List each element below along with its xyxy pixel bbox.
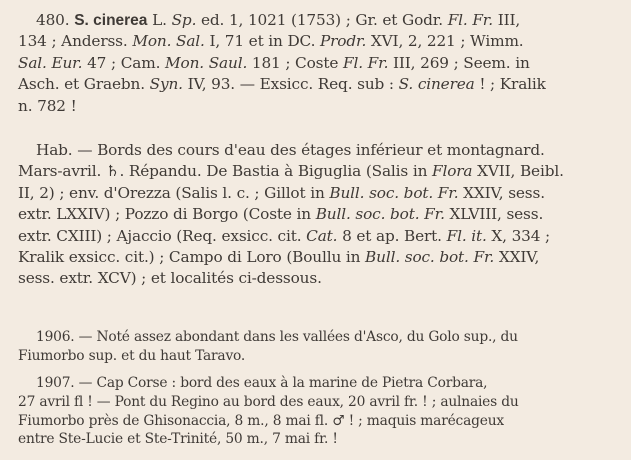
text-segment: Fiumorbo sup. et du haut Taravo. <box>18 347 246 364</box>
text-segment: 181 ; Coste <box>247 53 343 72</box>
text-segment: X, 334 ; <box>486 226 551 245</box>
italic-citation: Bull. soc. bot. Fr. <box>315 205 445 224</box>
text-segment: 134 ; Anderss. <box>18 32 133 51</box>
italic-citation: Fl. it. <box>446 226 487 245</box>
text-segment: n. 782 ! <box>18 96 77 115</box>
italic-citation: Sp. <box>171 11 197 29</box>
text-segment: Asch. et Graebn. <box>18 75 150 94</box>
habitat-line <box>18 183 612 204</box>
observation-1906 <box>18 328 612 366</box>
text-segment: Fiumorbo près de Ghisonaccia, 8 m., 8 mai fl. ♂ ! ; maquis marécageux <box>18 412 504 429</box>
text-segment: Kralik exsicc. cit.) ; Campo di Loro (Boullu in <box>18 248 366 267</box>
text-segment: Hab. — Bords des cours d'eau des étages inférieur et montagnard. <box>36 141 545 159</box>
habitat-paragraph <box>18 140 612 290</box>
text-segment: I, 71 et in DC. <box>204 32 320 51</box>
observation-line <box>18 374 612 393</box>
italic-citation: Fl. Fr. <box>343 53 389 72</box>
entry-line <box>18 74 612 95</box>
observation-1907 <box>18 374 612 449</box>
text-segment: L. <box>152 11 172 29</box>
text-segment: Mars-avril. ♄. Répandu. De Bastia à Biguglia (Salis in <box>18 162 432 181</box>
text-segment: III, 269 ; Seem. in <box>388 53 530 72</box>
italic-citation: Mon. Saul. <box>165 53 248 72</box>
text-segment: 27 avril fl ! — Pont du Regino au bord des eaux, 20 avril fr. ! ; aulnaies du <box>18 393 519 410</box>
text-segment: 1907. — Cap Corse : bord des eaux à la marine de Pietra Corbara, <box>36 375 488 391</box>
habitat-line <box>18 247 612 268</box>
entry-line <box>18 31 612 52</box>
italic-citation: Sal. Eur. <box>18 53 83 72</box>
text-segment: IV, 93. — Exsicc. Req. sub : <box>182 75 399 94</box>
italic-citation: S. cinerea <box>398 75 475 94</box>
text-segment: 8 et ap. Bert. <box>337 226 447 245</box>
species-entry <box>18 10 612 117</box>
habitat-line <box>18 140 612 161</box>
italic-citation: Bull. soc. bot. Fr. <box>329 183 459 202</box>
text-segment: XXIV, <box>494 248 540 267</box>
text-segment: extr. LXXIV) ; Pozzo di Borgo (Coste in <box>18 205 316 224</box>
habitat-line <box>18 226 612 247</box>
habitat-line <box>18 204 612 225</box>
observation-line <box>18 430 612 449</box>
entry-line-text <box>152 11 520 29</box>
habitat-line <box>18 268 612 289</box>
entry-line <box>18 53 612 74</box>
text-segment: extr. CXIII) ; Ajaccio (Req. exsicc. cit. <box>18 226 307 245</box>
italic-citation: Bull. soc. bot. Fr. <box>365 248 495 267</box>
text-segment: XVI, 2, 221 ; Wimm. <box>366 32 524 51</box>
habitat-line <box>18 161 612 182</box>
entry-line <box>18 10 612 31</box>
text-segment: XXIV, sess. <box>458 183 545 202</box>
text-segment: XVII, Beibl. <box>472 162 564 181</box>
observation-line <box>18 412 612 431</box>
text-segment: ed. 1, 1021 (1753) ; Gr. et Godr. <box>196 11 448 29</box>
italic-citation: Prodr. <box>320 32 367 51</box>
italic-citation: Syn. <box>149 75 183 94</box>
text-segment: XLVIII, sess. <box>444 205 544 224</box>
italic-citation: Flora <box>432 162 473 181</box>
text-segment: 1906. — Noté assez abondant dans les vallées d'Asco, du Golo sup., du <box>36 329 518 345</box>
entry-number: 480. <box>36 11 70 29</box>
text-segment: entre Ste-Lucie et Ste-Trinité, 50 m., 7 mai fr. ! <box>18 431 338 448</box>
italic-citation: Fl. Fr. <box>447 11 493 29</box>
text-segment: III, <box>492 11 521 29</box>
species-name: S. cinerea <box>74 12 148 29</box>
observation-line <box>18 328 612 347</box>
entry-line <box>18 96 612 117</box>
text-segment: sess. extr. XCV) ; et localités ci-dessous. <box>18 269 322 288</box>
text-segment: II, 2) ; env. d'Orezza (Salis l. c. ; Gillot in <box>18 183 330 202</box>
observation-line <box>18 393 612 412</box>
italic-citation: Mon. Sal. <box>132 32 205 51</box>
text-segment: ! ; Kralik <box>474 75 546 94</box>
text-segment: 47 ; Cam. <box>82 53 166 72</box>
italic-citation: Cat. <box>306 226 338 245</box>
observation-line <box>18 347 612 366</box>
